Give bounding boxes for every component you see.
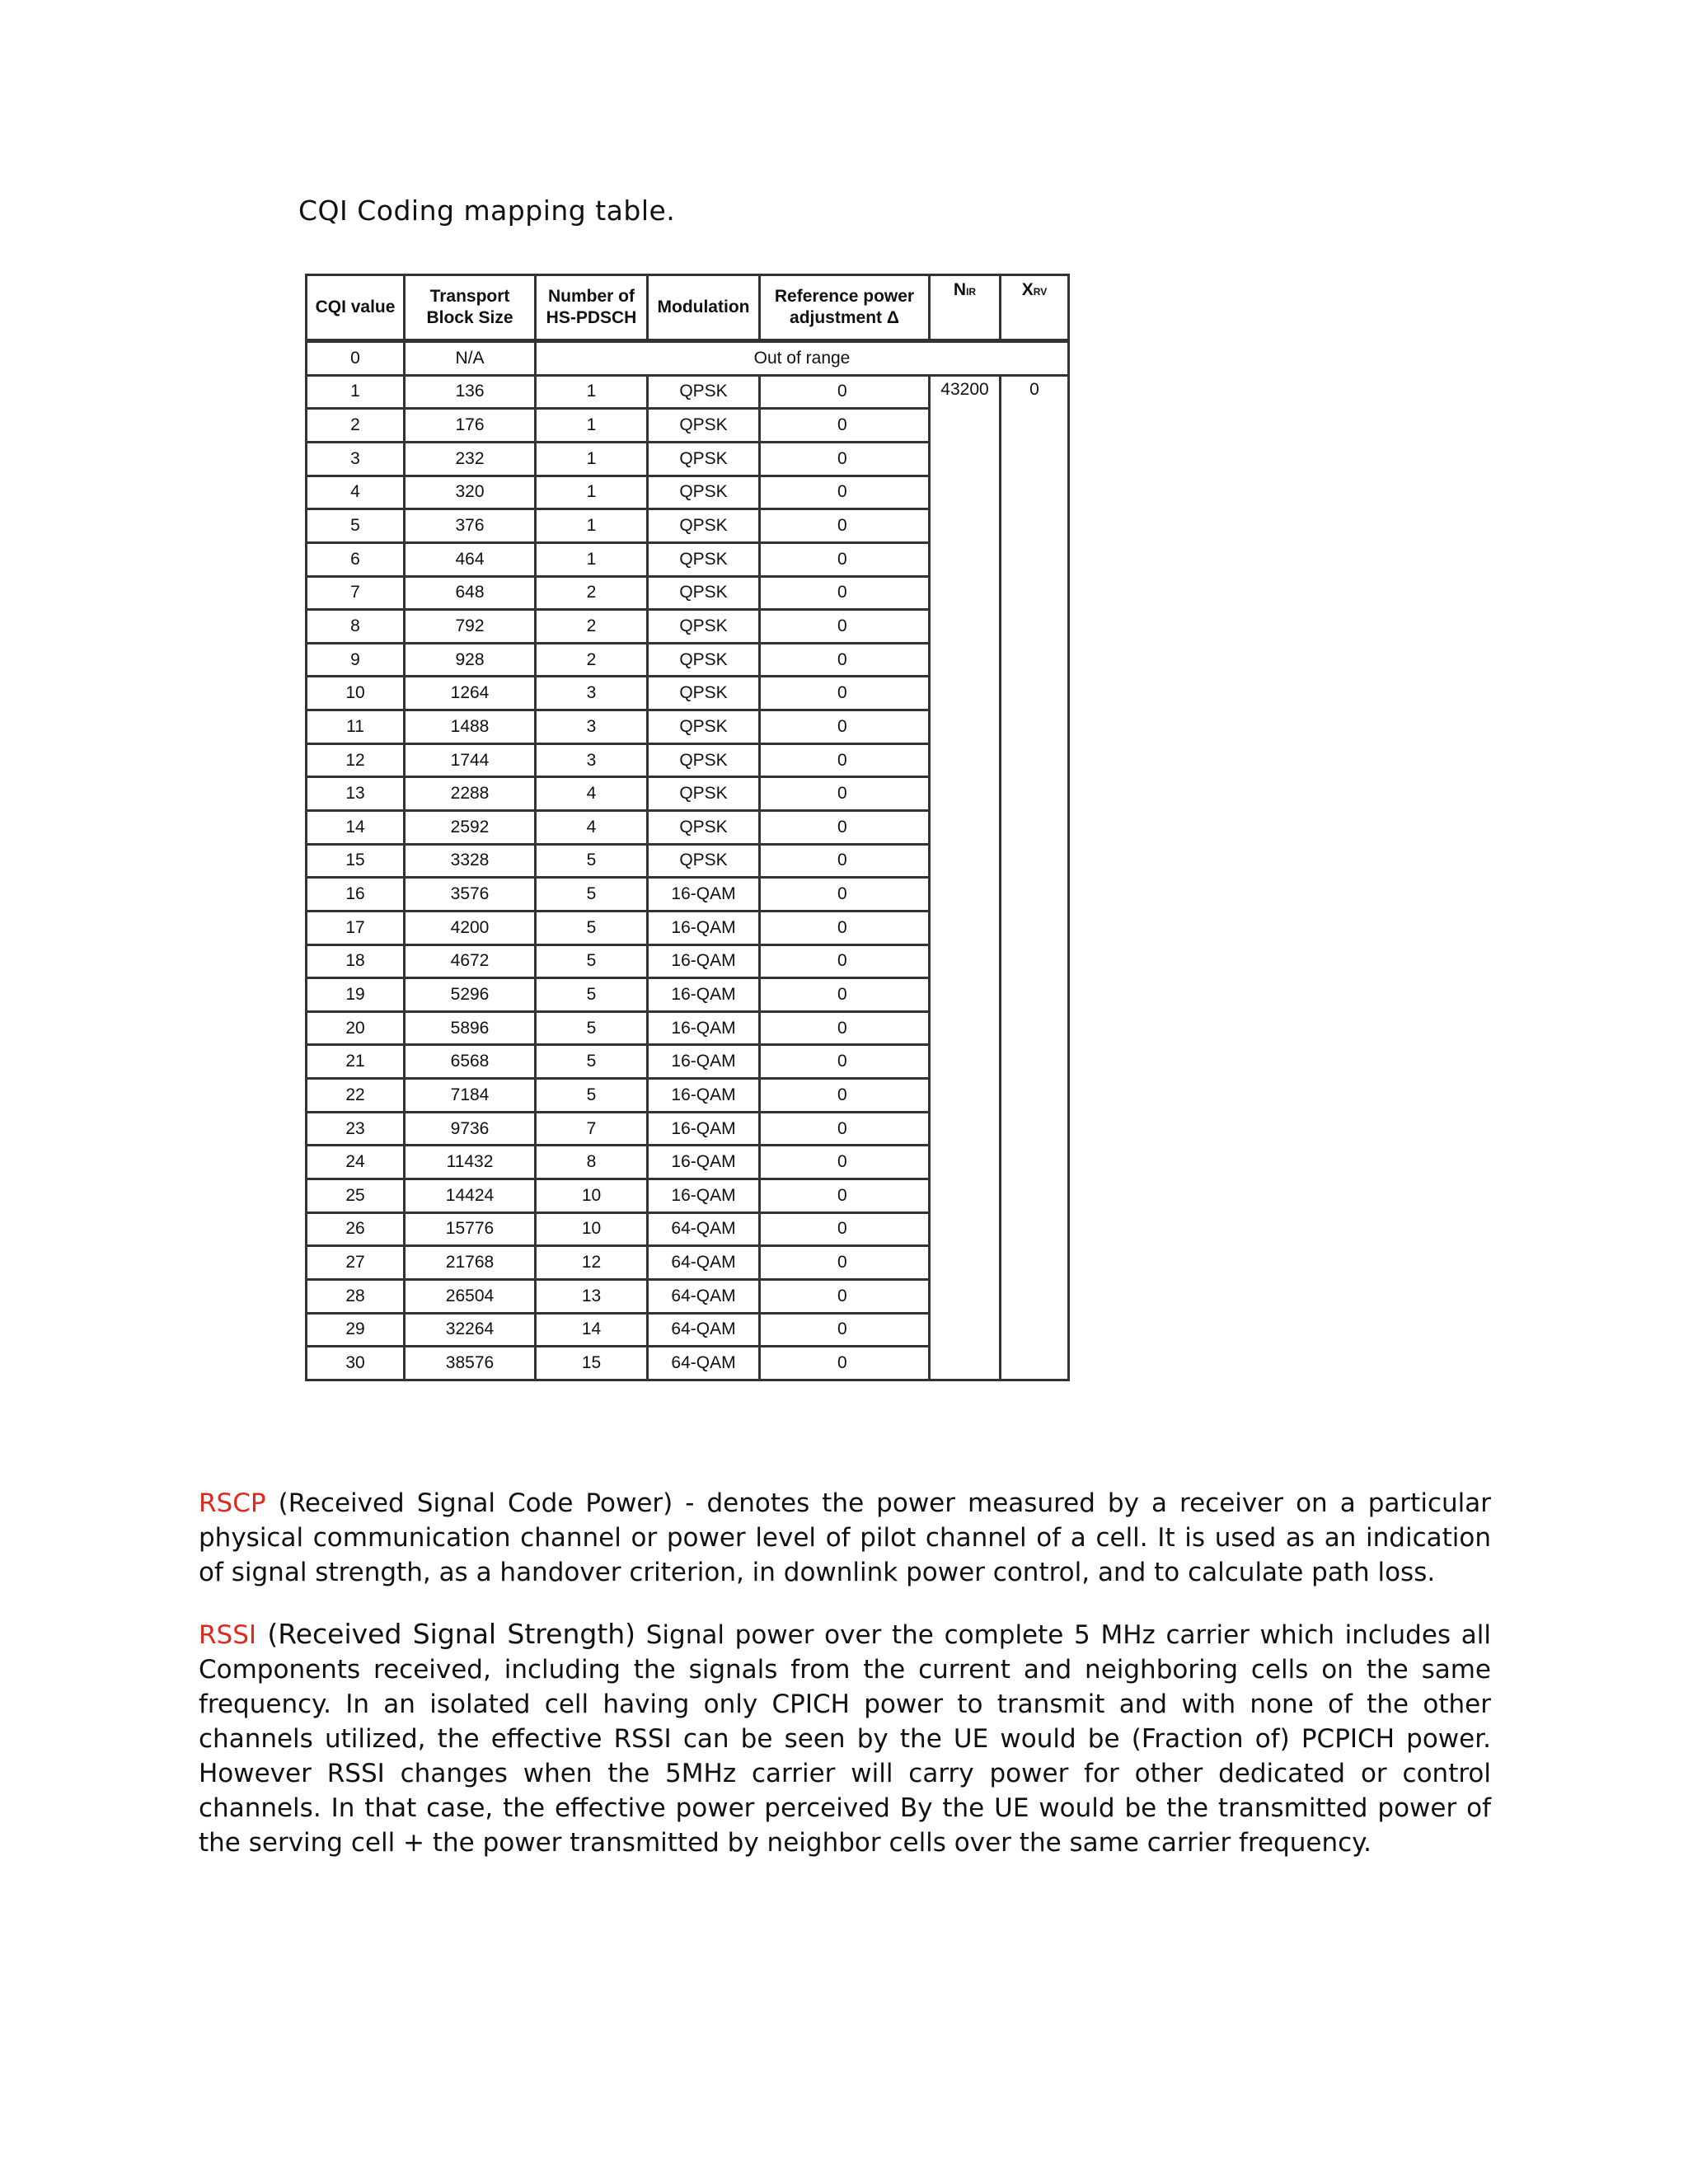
cell-cqi: 14	[307, 810, 405, 844]
cell-num-hs-pdsch: 5	[536, 1079, 648, 1113]
cell-out-of-range: Out of range	[536, 341, 1069, 376]
cell-cqi: 9	[307, 643, 405, 677]
cell-cqi: 11	[307, 710, 405, 744]
cell-ref-power: 0	[760, 1112, 930, 1146]
cell-tbs: 3576	[405, 878, 536, 912]
cell-modulation: QPSK	[648, 610, 760, 644]
cell-cqi: 19	[307, 978, 405, 1012]
cell-cqi: 6	[307, 542, 405, 576]
cell-modulation: 16-QAM	[648, 978, 760, 1012]
cell-ref-power: 0	[760, 1146, 930, 1179]
cell-num-hs-pdsch: 13	[536, 1279, 648, 1313]
cell-tbs: 2592	[405, 810, 536, 844]
cell-num-hs-pdsch: 7	[536, 1112, 648, 1146]
cell-modulation: 64-QAM	[648, 1347, 760, 1380]
cell-tbs: N/A	[405, 341, 536, 376]
rssi-definition: Signal power over the complete 5 MHz carrier which includes all Components received, including the signals from the current and neighboring cells on the same frequency. In an isolated cell having only CPICH power to transmit and with none of the other channels utilized, the effective RSSI can be seen by the UE would be (Fraction of) PCPICH power. However RSSI changes when the 5MHz carrier will carry power for other dedicated or control channels. In that case, the effective power perceived By the UE would be the transmitted power of the serving cell + the power transmitted by neighbor cells over the same carrier frequency.	[199, 1620, 1491, 1858]
cell-modulation: QPSK	[648, 375, 760, 409]
cell-cqi: 20	[307, 1011, 405, 1045]
cell-modulation: 64-QAM	[648, 1279, 760, 1313]
cell-ref-power: 0	[760, 944, 930, 978]
cell-tbs: 5296	[405, 978, 536, 1012]
cell-cqi: 22	[307, 1079, 405, 1113]
cell-num-hs-pdsch: 10	[536, 1179, 648, 1213]
cell-cqi: 2	[307, 409, 405, 443]
cell-modulation: QPSK	[648, 777, 760, 811]
cell-num-hs-pdsch: 5	[536, 1011, 648, 1045]
header-xrv-sub: RV	[1033, 286, 1048, 298]
cell-cqi: 28	[307, 1279, 405, 1313]
cell-ref-power: 0	[760, 576, 930, 610]
cell-tbs: 7184	[405, 1079, 536, 1113]
header-nir	[930, 275, 1001, 341]
header-xrv-main: X	[1021, 280, 1034, 299]
cell-modulation: 64-QAM	[648, 1212, 760, 1246]
cell-modulation: 64-QAM	[648, 1246, 760, 1280]
cell-ref-power: 0	[760, 1011, 930, 1045]
cell-tbs: 1488	[405, 710, 536, 744]
cell-num-hs-pdsch: 1	[536, 409, 648, 443]
cell-ref-power: 0	[760, 375, 930, 409]
cell-num-hs-pdsch: 1	[536, 442, 648, 476]
cell-ref-power: 0	[760, 1212, 930, 1246]
cell-modulation: 16-QAM	[648, 1179, 760, 1213]
cell-num-hs-pdsch: 12	[536, 1246, 648, 1280]
rssi-expansion: (Received Signal Strength)	[256, 1618, 636, 1650]
cell-num-hs-pdsch: 4	[536, 777, 648, 811]
header-transport-block-size: Transport Block Size	[405, 275, 536, 341]
cell-tbs: 232	[405, 442, 536, 476]
table-caption: CQI Coding mapping table.	[298, 194, 676, 227]
cell-cqi: 16	[307, 878, 405, 912]
cell-cqi: 7	[307, 576, 405, 610]
cell-tbs: 14424	[405, 1179, 536, 1213]
cell-tbs: 21768	[405, 1246, 536, 1280]
cell-num-hs-pdsch: 2	[536, 643, 648, 677]
cell-cqi: 12	[307, 743, 405, 777]
cell-cqi: 17	[307, 911, 405, 944]
cell-num-hs-pdsch: 5	[536, 878, 648, 912]
cell-tbs: 1744	[405, 743, 536, 777]
cell-ref-power: 0	[760, 1045, 930, 1079]
cell-ref-power: 0	[760, 777, 930, 811]
header-cqi-value: CQI value	[307, 275, 405, 341]
cell-num-hs-pdsch: 5	[536, 844, 648, 878]
cell-modulation: QPSK	[648, 509, 760, 543]
cell-cqi: 26	[307, 1212, 405, 1246]
cell-num-hs-pdsch: 5	[536, 944, 648, 978]
cell-ref-power: 0	[760, 810, 930, 844]
cell-num-hs-pdsch: 4	[536, 810, 648, 844]
cell-cqi: 24	[307, 1146, 405, 1179]
rscp-paragraph	[199, 1486, 1491, 1590]
cell-num-hs-pdsch: 1	[536, 375, 648, 409]
cell-tbs: 320	[405, 476, 536, 509]
cell-modulation: 16-QAM	[648, 1045, 760, 1079]
rscp-term: RSCP	[199, 1488, 266, 1518]
cell-ref-power: 0	[760, 911, 930, 944]
cell-modulation: QPSK	[648, 442, 760, 476]
cell-modulation: 16-QAM	[648, 911, 760, 944]
cell-tbs: 464	[405, 542, 536, 576]
cell-num-hs-pdsch: 15	[536, 1347, 648, 1380]
cell-tbs: 15776	[405, 1212, 536, 1246]
cell-modulation: QPSK	[648, 844, 760, 878]
cell-tbs: 6568	[405, 1045, 536, 1079]
cell-tbs: 3328	[405, 844, 536, 878]
cell-tbs: 928	[405, 643, 536, 677]
cell-ref-power: 0	[760, 710, 930, 744]
cell-tbs: 26504	[405, 1279, 536, 1313]
cell-ref-power: 0	[760, 743, 930, 777]
cell-ref-power: 0	[760, 1246, 930, 1280]
cell-tbs: 1264	[405, 677, 536, 710]
header-xrv	[1001, 275, 1069, 341]
cell-cqi: 1	[307, 375, 405, 409]
cell-modulation: 16-QAM	[648, 1011, 760, 1045]
header-nir-main: N	[953, 280, 967, 299]
header-reference-power-adjustment: Reference power adjustment Δ	[760, 275, 930, 341]
cell-tbs: 376	[405, 509, 536, 543]
cell-tbs: 38576	[405, 1347, 536, 1380]
cell-tbs: 4672	[405, 944, 536, 978]
cell-cqi: 27	[307, 1246, 405, 1280]
cell-cqi: 18	[307, 944, 405, 978]
cell-ref-power: 0	[760, 643, 930, 677]
cell-ref-power: 0	[760, 542, 930, 576]
cell-xrv: 0	[1001, 375, 1069, 1380]
cell-ref-power: 0	[760, 878, 930, 912]
cell-modulation: QPSK	[648, 677, 760, 710]
cell-ref-power: 0	[760, 844, 930, 878]
cell-cqi: 13	[307, 777, 405, 811]
cell-cqi: 4	[307, 476, 405, 509]
cell-tbs: 11432	[405, 1146, 536, 1179]
cell-cqi: 21	[307, 1045, 405, 1079]
cell-num-hs-pdsch: 10	[536, 1212, 648, 1246]
cqi-table	[305, 274, 1070, 1381]
cell-tbs: 176	[405, 409, 536, 443]
cell-num-hs-pdsch: 5	[536, 978, 648, 1012]
cell-modulation: QPSK	[648, 409, 760, 443]
cell-modulation: QPSK	[648, 710, 760, 744]
cell-ref-power: 0	[760, 610, 930, 644]
table-row	[307, 375, 1069, 409]
cell-tbs: 792	[405, 610, 536, 644]
cell-ref-power: 0	[760, 1079, 930, 1113]
cell-cqi: 10	[307, 677, 405, 710]
cell-ref-power: 0	[760, 409, 930, 443]
cell-tbs: 9736	[405, 1112, 536, 1146]
cell-modulation: QPSK	[648, 810, 760, 844]
cell-tbs: 32264	[405, 1313, 536, 1347]
cell-num-hs-pdsch: 1	[536, 476, 648, 509]
header-number-of-hs-pdsch: Number of HS-PDSCH	[536, 275, 648, 341]
cell-cqi: 30	[307, 1347, 405, 1380]
cell-num-hs-pdsch: 3	[536, 743, 648, 777]
cell-tbs: 4200	[405, 911, 536, 944]
cell-cqi: 25	[307, 1179, 405, 1213]
cell-modulation: 16-QAM	[648, 878, 760, 912]
cell-cqi: 15	[307, 844, 405, 878]
header-modulation: Modulation	[648, 275, 760, 341]
table-row-cqi-0	[307, 341, 1069, 376]
cell-modulation: 16-QAM	[648, 1079, 760, 1113]
cell-ref-power: 0	[760, 1279, 930, 1313]
rscp-definition: (Received Signal Code Power) - denotes the power measured by a receiver on a particular physical communication channel or power level of pilot channel of a cell. It is used as an indication of signal strength, as a handover criterion, in downlink power control, and to calculate path loss.	[199, 1488, 1491, 1587]
rssi-term: RSSI	[199, 1620, 257, 1650]
cell-num-hs-pdsch: 3	[536, 710, 648, 744]
cell-modulation: QPSK	[648, 743, 760, 777]
cell-cqi: 29	[307, 1313, 405, 1347]
cell-cqi: 0	[307, 341, 405, 376]
cell-cqi: 3	[307, 442, 405, 476]
cell-cqi: 5	[307, 509, 405, 543]
cell-ref-power: 0	[760, 442, 930, 476]
cell-modulation: QPSK	[648, 643, 760, 677]
table-header-row	[307, 275, 1069, 341]
cell-modulation: QPSK	[648, 576, 760, 610]
cell-ref-power: 0	[760, 677, 930, 710]
cell-tbs: 136	[405, 375, 536, 409]
cell-num-hs-pdsch: 8	[536, 1146, 648, 1179]
cell-tbs: 5896	[405, 1011, 536, 1045]
cell-num-hs-pdsch: 2	[536, 610, 648, 644]
cell-ref-power: 0	[760, 476, 930, 509]
cell-ref-power: 0	[760, 509, 930, 543]
cell-modulation: 64-QAM	[648, 1313, 760, 1347]
cell-cqi: 8	[307, 610, 405, 644]
cell-modulation: 16-QAM	[648, 1112, 760, 1146]
rssi-paragraph	[199, 1617, 1491, 1860]
cell-ref-power: 0	[760, 1179, 930, 1213]
cell-num-hs-pdsch: 3	[536, 677, 648, 710]
cell-modulation: QPSK	[648, 476, 760, 509]
cell-ref-power: 0	[760, 1347, 930, 1380]
cell-ref-power: 0	[760, 978, 930, 1012]
cell-num-hs-pdsch: 1	[536, 509, 648, 543]
cell-num-hs-pdsch: 5	[536, 1045, 648, 1079]
cell-modulation: 16-QAM	[648, 1146, 760, 1179]
cell-num-hs-pdsch: 5	[536, 911, 648, 944]
cell-modulation: 16-QAM	[648, 944, 760, 978]
header-nir-sub: IR	[966, 286, 977, 298]
cell-tbs: 2288	[405, 777, 536, 811]
cell-num-hs-pdsch: 1	[536, 542, 648, 576]
cell-modulation: QPSK	[648, 542, 760, 576]
cell-tbs: 648	[405, 576, 536, 610]
cell-cqi: 23	[307, 1112, 405, 1146]
cell-ref-power: 0	[760, 1313, 930, 1347]
cell-num-hs-pdsch: 14	[536, 1313, 648, 1347]
cell-nir: 43200	[930, 375, 1001, 1380]
cell-num-hs-pdsch: 2	[536, 576, 648, 610]
cqi-mapping-table	[305, 274, 1067, 1381]
